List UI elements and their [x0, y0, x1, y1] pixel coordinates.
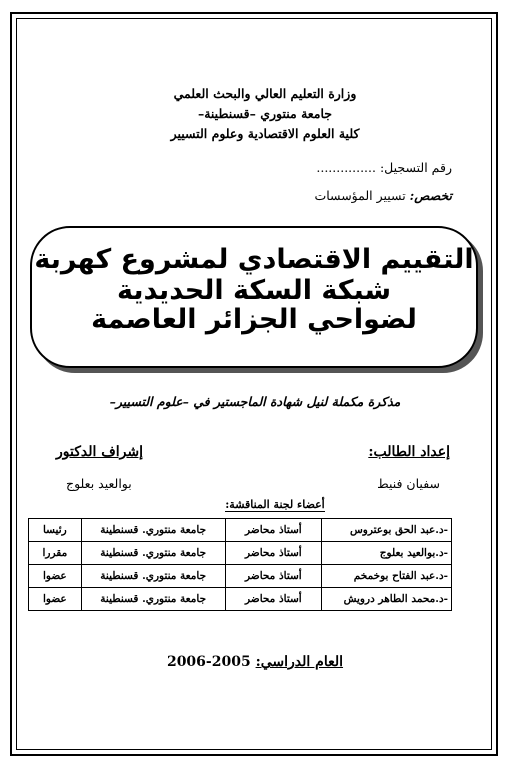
specialty [314, 188, 452, 203]
jury-member-name: -د.عبد الحق بوعتروس [322, 519, 452, 542]
university-name: جامعة منتوري –قسنطينة– [197, 106, 333, 121]
jury-title-text: أعضاء لجنة المناقشة: [225, 498, 325, 511]
academic-year-value: 2005-2006 [166, 654, 251, 670]
thesis-title-box [30, 226, 478, 368]
jury-member-role: عضوا [29, 588, 82, 611]
jury-member-university: جامعة منتوري. قسنطينة [81, 519, 225, 542]
faculty-name: كلية العلوم الاقتصادية وعلوم التسيير [170, 126, 360, 141]
jury-member-rank: أستاذ محاضر [225, 588, 321, 611]
jury-table [28, 518, 452, 611]
specialty-value: تسيير المؤسسات [314, 188, 406, 203]
jury-member-name: -د.محمد الطاهر درويش [322, 588, 452, 611]
jury-member-rank: أستاذ محاضر [225, 565, 321, 588]
jury-member-rank: أستاذ محاضر [225, 519, 321, 542]
jury-member-university: جامعة منتوري. قسنطينة [81, 542, 225, 565]
table-row [29, 542, 452, 565]
table-row [29, 519, 452, 542]
jury-member-role: رئيسا [29, 519, 82, 542]
registration-label: رقم التسجيل: [379, 160, 452, 175]
academic-year-label: العام الدراسي: [255, 654, 344, 670]
supervisor-name: بوالعيد بعلوج [66, 476, 132, 491]
student-name: سفيان فنيط [377, 476, 440, 491]
jury-member-university: جامعة منتوري. قسنطينة [81, 565, 225, 588]
thesis-title-line-1: التقييم الاقتصادي لمشروع كهربة شبكة السكة الحديدية [34, 244, 474, 306]
jury-member-role: مقررا [29, 542, 82, 565]
table-row [29, 588, 452, 611]
jury-member-university: جامعة منتوري. قسنطينة [81, 588, 225, 611]
academic-year [0, 654, 510, 670]
thesis-title-line-2: لضواحي الجزائر العاصمة [91, 304, 417, 335]
prepared-by-label: إعداد الطالب: [368, 444, 450, 460]
jury-member-name: -د.بوالعيد بعلوج [322, 542, 452, 565]
memo-statement: مذكرة مكملة لنيل شهادة الماجستير في –علوم التسيير– [109, 394, 401, 409]
jury-title [0, 498, 510, 512]
jury-member-name: -د.عبد الفتاح بوخمخم [322, 565, 452, 588]
registration-value: ............... [316, 160, 376, 175]
table-row [29, 565, 452, 588]
jury-member-rank: أستاذ محاضر [225, 542, 321, 565]
institution-header [0, 84, 510, 144]
specialty-label: تخصص: [409, 188, 452, 203]
registration-number [316, 160, 452, 175]
jury-member-role: عضوا [29, 565, 82, 588]
supervisor-label: إشراف الدكتور [56, 444, 144, 460]
ministry-name: وزارة التعليم العالي والبحث العلمي [173, 86, 357, 101]
